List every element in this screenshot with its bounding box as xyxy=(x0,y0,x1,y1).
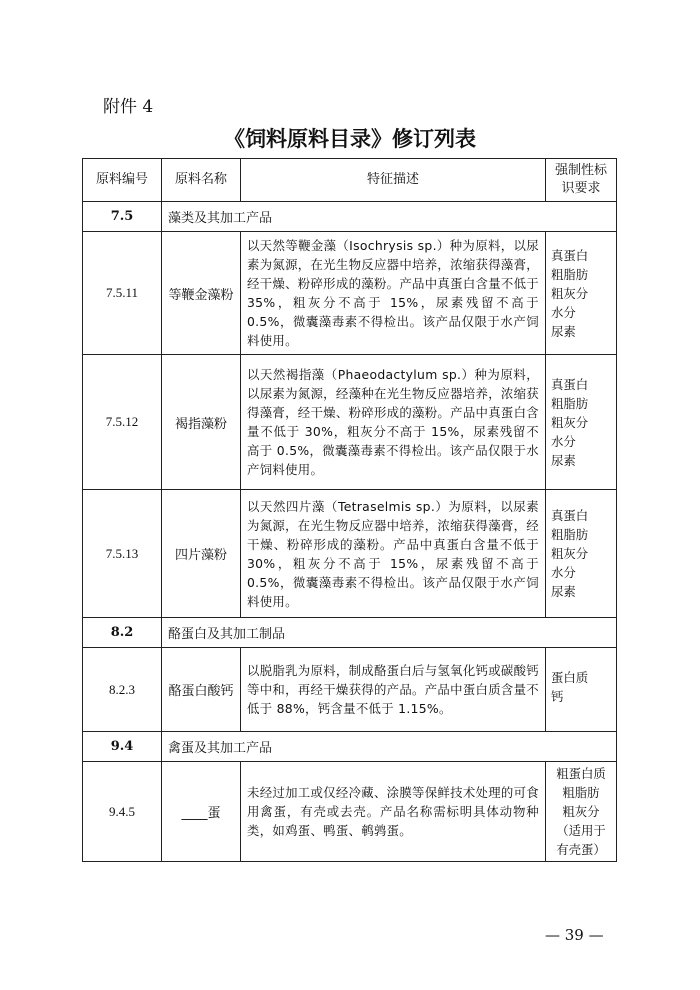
req-item: 尿素 xyxy=(551,324,576,339)
item-desc: 以脱脂乳为原料，制成酪蛋白后与氢氧化钙或碳酸钙等中和，再经干燥获得的产品。产品中蛋白质含量不低于 88%，钙含量不低于 1.15%。 xyxy=(241,648,546,732)
item-req xyxy=(546,490,617,618)
item-req xyxy=(546,232,617,355)
item-name: 酪蛋白酸钙 xyxy=(162,648,241,732)
section-name: 酪蛋白及其加工制品 xyxy=(162,618,617,648)
item-desc: 以天然等鞭金藻（Isochrysis sp.）种为原料，以尿素为氮源，在光生物反应器中培养，浓缩获得藻膏，经干燥、粉碎形成的藻粉。产品中真蛋白含量不低于 35%，粗灰分不高于 15%，尿素残留不高于 0.5%，微囊藻毒素不得检出。该产品仅限于水产饲料使用。 xyxy=(241,232,546,355)
item-no: 7.5.13 xyxy=(83,490,162,618)
req-item: 真蛋白 xyxy=(551,248,589,263)
item-desc: 以天然褐指藻（Phaeodactylum sp.）种为原料，以尿素为氮源，经藻种在光生物反应器培养，浓缩获得藻膏，经干燥、粉碎形成的藻粉。产品中真蛋白含量不低于 30%，粗灰分不高于 15%，尿素残留不高于 0.5%，微囊藻毒素不得检出。该产品仅限于水产饲料使用。 xyxy=(241,355,546,490)
section-no: 9.4 xyxy=(83,732,162,762)
req-item: 有壳蛋） xyxy=(556,842,606,857)
attachment-label: 附件 4 xyxy=(103,97,154,117)
item-desc: 未经过加工或仅经冷藏、涂膜等保鲜技术处理的可食用禽蛋，有壳或去壳。产品名称需标明具体动物种类，如鸡蛋、鸭蛋、鹌鹑蛋。 xyxy=(241,762,546,862)
section-row xyxy=(83,618,617,648)
req-item: 尿素 xyxy=(551,453,576,468)
section-row xyxy=(83,202,617,232)
req-item: （适用于 xyxy=(556,823,606,838)
req-item: 粗灰分 xyxy=(562,804,600,819)
item-name: 四片藻粉 xyxy=(162,490,241,618)
req-item: 蛋白质 xyxy=(551,670,589,685)
req-item: 粗蛋白质 xyxy=(556,766,606,781)
item-name: 等鞭金藻粉 xyxy=(162,232,241,355)
table-row xyxy=(83,490,617,618)
req-item: 水分 xyxy=(551,565,576,580)
item-req xyxy=(546,762,617,862)
req-item: 尿素 xyxy=(551,584,576,599)
req-item: 粗脂肪 xyxy=(551,527,589,542)
req-item: 粗灰分 xyxy=(551,286,589,301)
item-no: 7.5.11 xyxy=(83,232,162,355)
item-no: 9.4.5 xyxy=(83,762,162,862)
item-name: 褐指藻粉 xyxy=(162,355,241,490)
req-item: 水分 xyxy=(551,434,576,449)
revision-table xyxy=(82,158,617,862)
table-row xyxy=(83,232,617,355)
item-no: 8.2.3 xyxy=(83,648,162,732)
req-item: 粗脂肪 xyxy=(551,396,589,411)
table-row xyxy=(83,355,617,490)
req-item: 粗灰分 xyxy=(551,546,589,561)
req-item: 粗脂肪 xyxy=(562,785,600,800)
section-row xyxy=(83,732,617,762)
page-number: — 39 — xyxy=(545,926,604,944)
table-header-row xyxy=(83,159,617,202)
req-item: 真蛋白 xyxy=(551,377,589,392)
header-desc: 特征描述 xyxy=(241,159,546,202)
header-name: 原料名称 xyxy=(162,159,241,202)
req-item: 粗灰分 xyxy=(551,415,589,430)
header-req: 强制性标识要求 xyxy=(546,159,617,202)
table-row xyxy=(83,648,617,732)
req-item: 真蛋白 xyxy=(551,508,589,523)
page-title: 《饲料原料目录》修订列表 xyxy=(224,127,476,151)
item-desc: 以天然四片藻（Tetraselmis sp.）为原料，以尿素为氮源，在光生物反应器中培养，浓缩获得藻膏，经干燥、粉碎形成的藻粉。产品中真蛋白含量不低于 30%，粗灰分不高于 15%，尿素残留不高于 0.5%，微囊藻毒素不得检出。该产品仅限于水产饲料使用。 xyxy=(241,490,546,618)
section-no: 7.5 xyxy=(83,202,162,232)
item-no: 7.5.12 xyxy=(83,355,162,490)
table-row xyxy=(83,762,617,862)
header-no: 原料编号 xyxy=(83,159,162,202)
section-name: 藻类及其加工产品 xyxy=(162,202,617,232)
item-req xyxy=(546,355,617,490)
req-item: 水分 xyxy=(551,305,576,320)
item-name: ____蛋 xyxy=(162,762,241,862)
section-no: 8.2 xyxy=(83,618,162,648)
req-item: 钙 xyxy=(551,689,564,704)
section-name: 禽蛋及其加工产品 xyxy=(162,732,617,762)
item-req xyxy=(546,648,617,732)
req-item: 粗脂肪 xyxy=(551,267,589,282)
